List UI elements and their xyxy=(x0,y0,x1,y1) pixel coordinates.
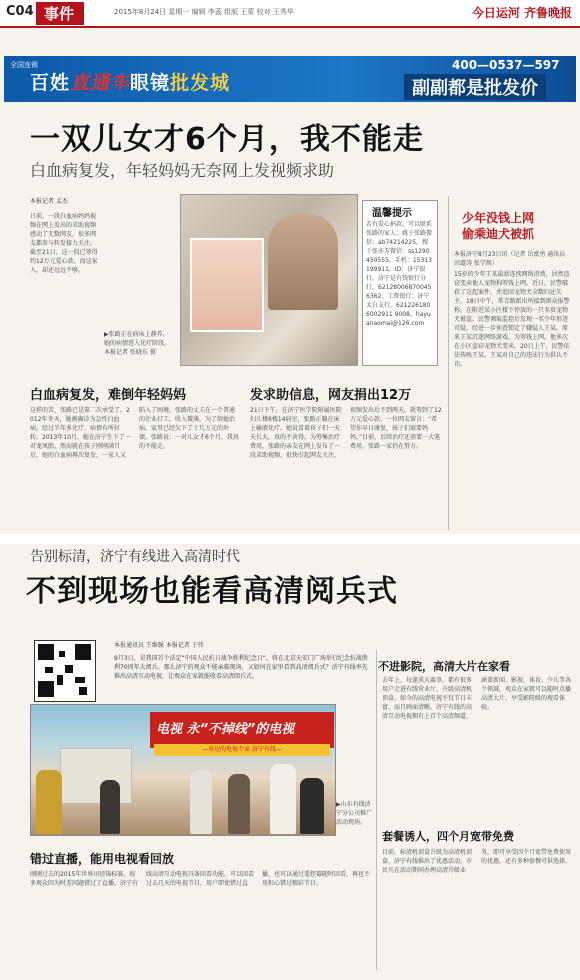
story2-right-sub1: 不进影院，高清大片在家看 xyxy=(378,660,510,673)
story1-intro: 日前，一段白血病妈妈视频在网上发出的求助视频感动了无数网友，很多网友都参与转发接力关注。截至21日，这一段已筹得约12万元爱心款，而这家人，却还远远不够。 xyxy=(30,213,98,274)
photo-tent-subtext: —身边的电视专家 济宁有线— xyxy=(154,744,330,756)
photo-person xyxy=(300,778,324,834)
page-number: C04 xyxy=(6,4,34,19)
photo-mother-figure xyxy=(268,214,338,310)
ad-tag: 全国连锁 xyxy=(10,61,38,69)
side-headline xyxy=(462,210,534,242)
tips-body: 若有爱心捐款，可以联系张路的家人：姚于张路微信：ab74214225，搜于张亦芳微信：ss1290450555，手机：15313199911，ID：济宁银行，济宁是有钱银行分行，621280068700456362，工资银行：济宁太白支行，6212261806002911 9008，hayuanaomai@126.com xyxy=(366,221,432,327)
side-headline-line2: 偷乘迪犬被抓 xyxy=(462,227,535,241)
story2-pre-headline: 告别标清，济宁有线进入高清时代 xyxy=(30,549,240,565)
side-headline-line1: 少年没钱上网 xyxy=(462,211,535,225)
photo-baby-picture xyxy=(190,238,264,332)
ad-slogan-a: 百姓 xyxy=(30,72,71,94)
side-body: 15岁的少年王某最新连续网络消费，居然盗窃变卖他人宠物狗筹钱上网。近日，民警破获了这起案件，并追回宠物犬全数归还失主。18日中午，常青路派出所接到群众报警称，在附近某小区楼下停放的一只名贵宠物犬被盗。民警调取监控后发现一名少年形迹可疑，经进一步侦查锁定了嫌疑人王某。原来王某沉迷网络游戏，为筹钱上网，他多次在小区盗窃宠物犬变卖。20日上午，民警依法传唤王某，王某对自己的违法行为供认不讳。 xyxy=(454,271,570,368)
photo-person xyxy=(190,770,212,834)
photo-person xyxy=(100,780,120,834)
story1-sub1-body: 这样的苦，张路已是第二次承受了。2012年冬天，她被确诊为急性白血病，经过半年多化疗，病情有所好转。2013年10月，她在济宁生下了一对龙凤胎。然而就在孩子刚刚满月后，她的白血病再次复发，一家人又陷入了困境。张路的丈夫在一个普通的企业打工，收入微薄。为了给她治病，家里已经欠下了十几万元的外债。张路说：一对儿女才6个月，我真的不能走。 xyxy=(30,407,239,459)
story2-right-sub2-body: 目前，标清机顶盒升级为高清机顶盒，济宁有线推出了优惠活动，市民凡在活动期间办理高清升级业务，即可享受四个月宽带免费使用的优惠，还有多种套餐可供选择。 xyxy=(382,849,572,874)
section-label: 事件 xyxy=(36,2,84,25)
story1-photo-caption: ▶张路正在病床上静养，她的病情进入化疗阶段。本报记者 张晓东 摄 xyxy=(104,331,171,356)
ad-slogan-c: 眼镜 xyxy=(130,72,171,94)
ad-slogan xyxy=(30,68,230,95)
qr-code[interactable] xyxy=(34,640,96,702)
story1-sub2: 发求助信息，网友捐出12万 xyxy=(250,388,412,403)
column-divider xyxy=(448,196,449,530)
story2-lead: 9月3日，是我国首个法定“中国人民抗日战争胜利纪念日”，将在北京天安门广场举行纪念抗战胜利70周年大阅兵。那么济宁的观众不能亲临现场，又如何在家里看到高清阅兵式？济宁有线率先推出高清互动电视，让观众在家就能收看高清阅兵式。 xyxy=(114,655,368,680)
story2-right-sub1-body: 去年上，每逢重大赛事，都有很多用户走进有线营业厅，升级高清机顶盒。如今的高清电视不仅节目丰富，而且画面清晰。济宁有线的高清互动电视拥有上百个高清频道，涵盖新闻、影视、体育、少儿等各个领域，观众在家就可以随时点播高清大片，享受影院级的观看体验。 xyxy=(382,677,572,720)
section-divider xyxy=(0,534,580,544)
story2-bottom-body: 刚刚过去的2015年世界田径锦标赛，很多观众因为时差问题错过了直播。济宁有线高清互动电视具备回看功能，可以回看过去几天的电视节目，用户即使错过直播，也可以通过遥控器随时回看，再也不用担心错过精彩节目。 xyxy=(30,871,370,887)
tips-title: 温馨提示 xyxy=(372,208,412,219)
photo-person xyxy=(270,764,296,834)
story1-headline: 一双儿女才6个月，我不能走 xyxy=(30,122,424,157)
ad-slogan-b: 直通车 xyxy=(70,72,131,94)
column-divider xyxy=(376,650,377,970)
story2-photo-caption: ▶山东有线济宁分公司推广活动现场。 xyxy=(336,801,373,826)
story2-headline: 不到现场也能看高清阅兵式 xyxy=(26,574,398,609)
story2-byline: 本报通讯员 王维强 本报记者 于伟 xyxy=(114,642,204,649)
photo-person xyxy=(36,770,62,834)
story1-subhead: 白血病复发，年轻妈妈无奈网上发视频求助 xyxy=(30,161,335,180)
story1-sub1: 白血病复发，难倒年轻妈妈 xyxy=(30,388,187,403)
photo-display-board xyxy=(60,748,132,804)
ad-right-slogan: 副副都是批发价 xyxy=(404,74,546,100)
story1-byline: 本报记者 孟杰 xyxy=(30,198,68,205)
newspaper-brand: 今日运河 齐鲁晚报 xyxy=(471,6,572,20)
story2-bottom-sub: 错过直播，能用电视看回放 xyxy=(30,852,175,866)
story1-sub2-body: 21日下午，在济宁医学院附属医院妇儿楼6楼14病室，张路正躺在床上输液化疗。她说看着孩子们一天天长大，真的不舍得。为筹集治疗费用，张路的亲友在网上发布了一段求助视频，很快引起网友关注，视频发出后不到两天，就筹到了12万元爱心款。一位网友留言：“希望你早日康复，孩子们需要妈妈。”目前，后续治疗还需要一大笔费用，张路一家仍在努力。 xyxy=(250,407,442,459)
photo-person xyxy=(228,774,250,834)
side-byline: 本报济宁8月23日讯（记者 岳富勇 通讯员 田道涛 张学焕） xyxy=(454,251,566,267)
ad-slogan-d: 批发城 xyxy=(170,72,231,94)
issue-meta: 2015年8月24日 星期一 编辑 李蕊 组版 王蒙 校对 王秀华 xyxy=(114,8,294,16)
photo-tent-text: 电视 永“不掉线”的电视 xyxy=(156,722,295,737)
ad-phone: 400—0537—597 xyxy=(452,58,560,72)
story2-right-sub2: 套餐诱人，四个月宽带免费 xyxy=(382,830,514,843)
